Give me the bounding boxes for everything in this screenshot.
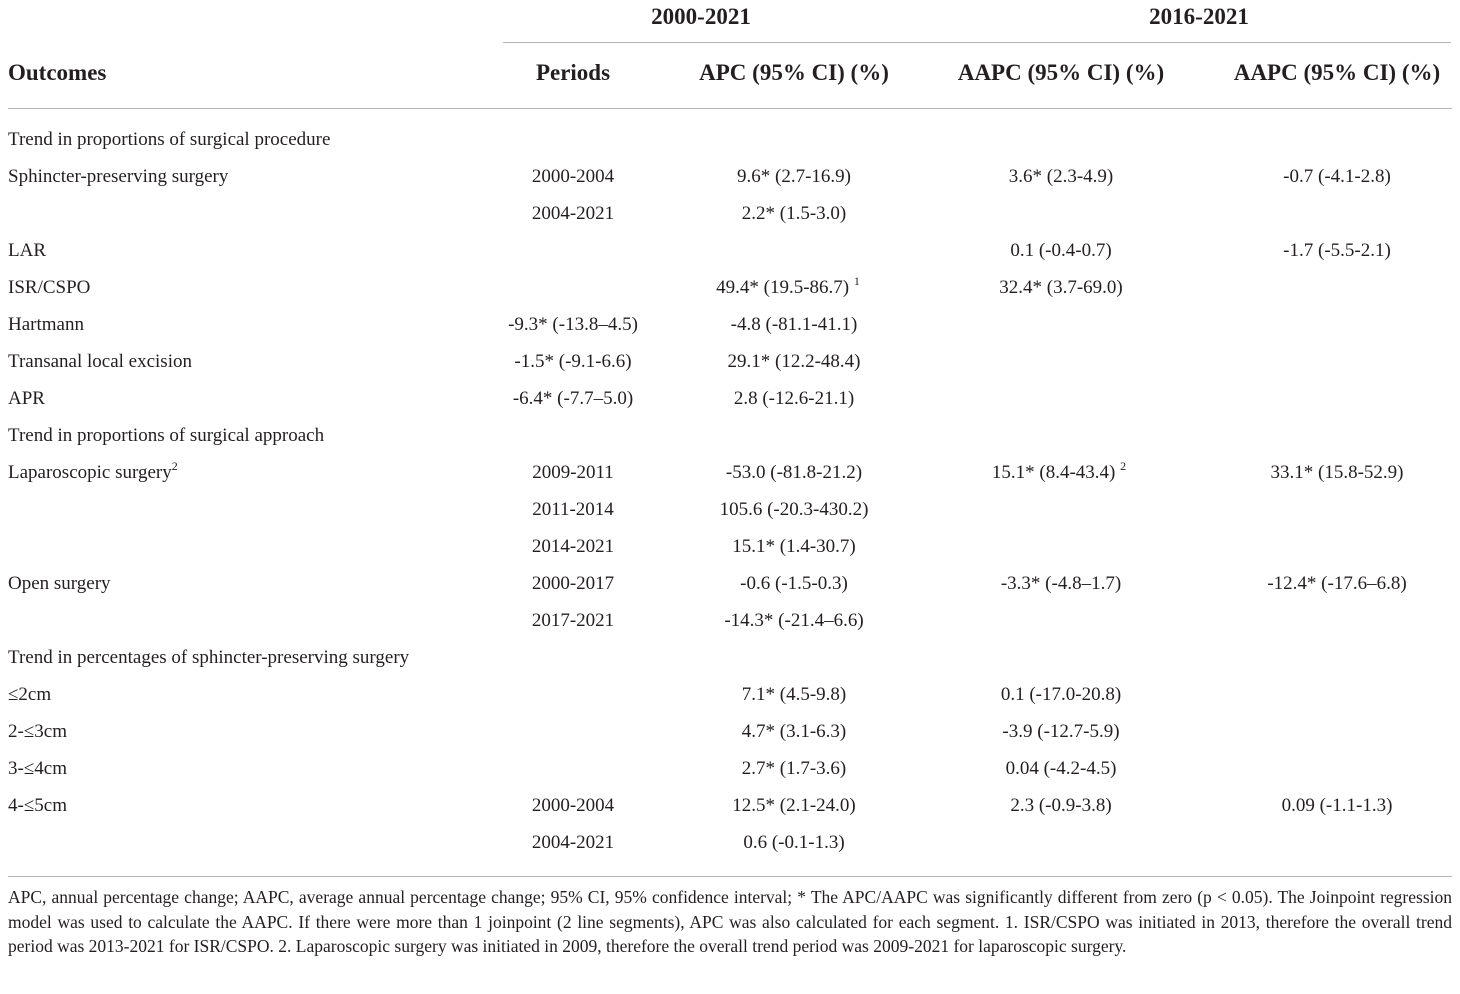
apc-cell: 12.5* (2.1-24.0) (732, 795, 856, 816)
apc-value: 49.4* (19.5-86.7) (716, 277, 850, 298)
period-cell: 2017-2021 (531, 610, 615, 631)
apc-cell (716, 276, 860, 300)
apc-cell: -14.3* (-21.4–6.6) (724, 610, 864, 631)
apc-cell: 29.1* (12.2-48.4) (727, 351, 861, 372)
outcome-cell: Open surgery (8, 573, 111, 594)
outcome-value: Laparoscopic surgery (8, 462, 172, 483)
header-rule (8, 108, 1452, 109)
outcome-cell: APR (8, 388, 45, 409)
apc-cell: 15.1* (1.4-30.7) (732, 536, 856, 557)
period-cell: 2004-2021 (531, 832, 615, 853)
table-footnote: APC, annual percentage change; AAPC, average annual percentage change; 95% CI, 95% confidence interval; * The APC/AAPC was significantly different from zero (p < 0.05). The Joinpoint regression model was used to calculate the AAPC. If there were more than 1 joinpoint (2 line segments), APC was also calculated for each segment. 1. ISR/CSPO was initiated in 2013, therefore the overall trend period was 2013-2021 for ISR/CSPO. 2. Laparoscopic surgery was initiated in 2009, therefore the overall trend period was 2009-2021 for laparoscopic surgery. (8, 887, 1452, 956)
aapc-value: 15.1* (8.4-43.4) (991, 462, 1116, 483)
column-header-apc: APC (95% CI) (%) (699, 60, 889, 85)
outcome-cell: 3-≤4cm (8, 758, 67, 779)
apc-cell: 7.1* (4.5-9.8) (741, 684, 847, 705)
period-cell: 2000-2004 (531, 166, 615, 187)
period-cell: 2014-2021 (531, 536, 615, 557)
aapc-2000-2021-cell: 32.4* (3.7-69.0) (999, 277, 1123, 298)
aapc-2000-2021-cell: 3.6* (2.3-4.9) (1008, 166, 1114, 187)
outcome-cell: 2-≤3cm (8, 721, 67, 742)
outcome-cell: ISR/CSPO (8, 277, 91, 298)
apc-cell: 2.8 (-12.6-21.1) (733, 388, 855, 409)
apc-cell: 105.6 (-20.3-430.2) (719, 499, 869, 520)
column-header-periods: Periods (535, 60, 611, 85)
period-cell: 2000-2004 (531, 795, 615, 816)
column-header-outcomes: Outcomes (8, 60, 107, 85)
aapc-2000-2021-cell: -3.9 (-12.7-5.9) (1002, 721, 1120, 742)
outcome-cell (8, 461, 178, 485)
aapc-2016-2021-cell: -0.7 (-4.1-2.8) (1283, 166, 1391, 187)
outcome-cell: 4-≤5cm (8, 795, 67, 816)
table-bottom-rule (8, 876, 1452, 877)
section-label-sphincter-preserving: Trend in percentages of sphincter-preserving surgery (8, 647, 410, 668)
period-cell: 2000-2017 (531, 573, 615, 594)
column-header-aapc-2000-2021: AAPC (95% CI) (%) (957, 60, 1165, 85)
aapc-2000-2021-cell: 0.1 (-0.4-0.7) (1010, 240, 1112, 261)
period-cell: -9.3* (-13.8–4.5) (508, 314, 638, 335)
outcome-cell: Sphincter-preserving surgery (8, 166, 229, 187)
footnote-marker: 2 (171, 459, 178, 473)
aapc-2000-2021-cell: 0.04 (-4.2-4.5) (1005, 758, 1117, 779)
aapc-2016-2021-cell: -12.4* (-17.6–6.8) (1267, 573, 1407, 594)
aapc-2000-2021-cell: -3.3* (-4.8–1.7) (1000, 573, 1122, 594)
aapc-2016-2021-cell: -1.7 (-5.5-2.1) (1283, 240, 1391, 261)
column-header-aapc-2016-2021: AAPC (95% CI) (%) (1233, 60, 1441, 85)
aapc-2000-2021-cell: 2.3 (-0.9-3.8) (1010, 795, 1112, 816)
section-label-surgical-approach: Trend in proportions of surgical approach (8, 425, 325, 446)
group-header-rule (503, 42, 1451, 43)
apc-cell: -4.8 (-81.1-41.1) (730, 314, 858, 335)
aapc-2000-2021-cell: 0.1 (-17.0-20.8) (1000, 684, 1122, 705)
section-label-surgical-procedure: Trend in proportions of surgical procedure (8, 129, 331, 150)
period-cell: 2011-2014 (532, 499, 614, 520)
apc-cell: -53.0 (-81.8-21.2) (725, 462, 863, 483)
apc-cell: -0.6 (-1.5-0.3) (740, 573, 848, 594)
period-cell: 2009-2011 (532, 462, 614, 483)
footnote-marker: 1 (853, 274, 860, 288)
group-header-2000-2021: 2000-2021 (651, 4, 751, 29)
apc-cell: 0.6 (-0.1-1.3) (743, 832, 845, 853)
apc-cell: 2.2* (1.5-3.0) (741, 203, 847, 224)
outcome-cell: Hartmann (8, 314, 84, 335)
aapc-2000-2021-cell (992, 461, 1126, 485)
apc-cell: 9.6* (2.7-16.9) (737, 166, 851, 187)
aapc-2016-2021-cell: 33.1* (15.8-52.9) (1270, 462, 1404, 483)
aapc-2016-2021-cell: 0.09 (-1.1-1.3) (1281, 795, 1393, 816)
outcome-cell: Transanal local excision (8, 351, 192, 372)
apc-cell: 2.7* (1.7-3.6) (741, 758, 847, 779)
period-cell: 2004-2021 (531, 203, 615, 224)
apc-cell: 4.7* (3.1-6.3) (741, 721, 847, 742)
footnote-marker: 2 (1120, 459, 1127, 473)
outcome-cell: LAR (8, 240, 46, 261)
period-cell: -1.5* (-9.1-6.6) (514, 351, 632, 372)
period-cell: -6.4* (-7.7–5.0) (512, 388, 634, 409)
outcome-cell: ≤2cm (8, 684, 52, 705)
group-header-2016-2021: 2016-2021 (1149, 4, 1249, 29)
